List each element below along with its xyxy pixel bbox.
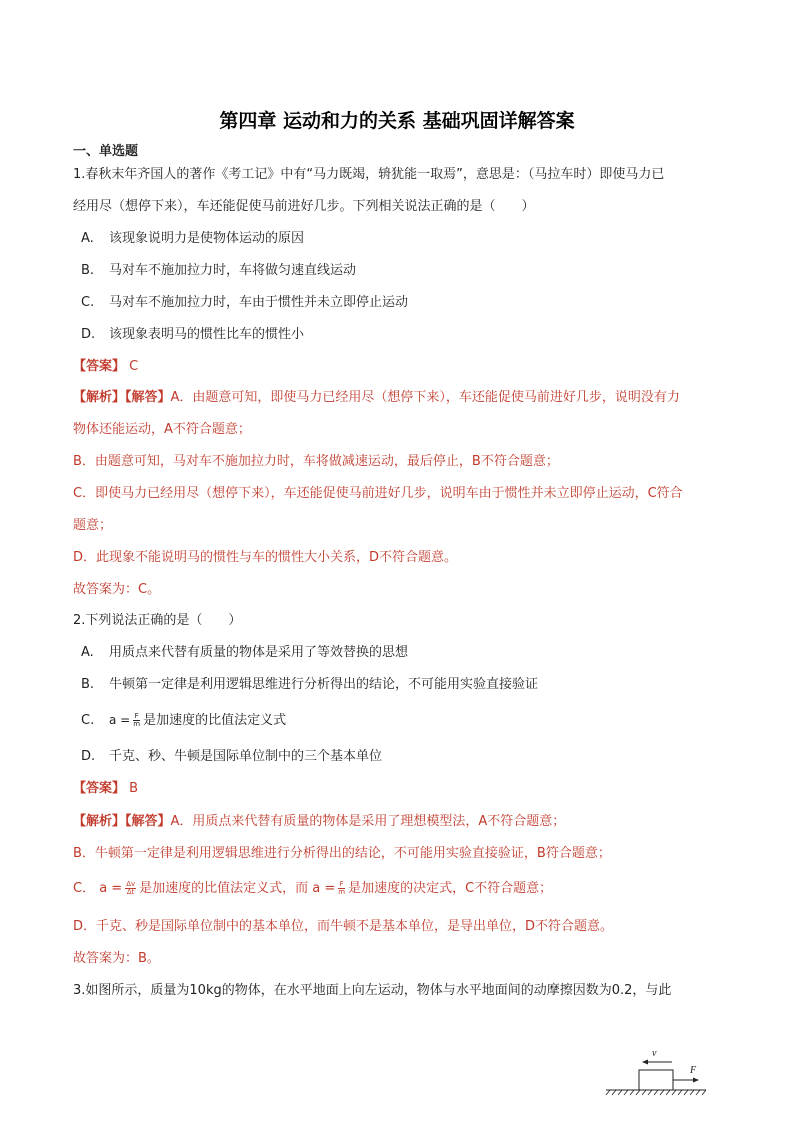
q1-analysis-d: D．此现象不能说明马的惯性与车的惯性大小关系，D不符合题意。 bbox=[73, 550, 458, 565]
analysis-text: A．由题意可知，即使马力已经用尽（想停下来），车还能促使马前进好几步，说明没有力 bbox=[170, 390, 680, 405]
option-tag: D. bbox=[81, 749, 96, 764]
analysis-label: 【解析】【解答】 bbox=[73, 814, 171, 829]
section-heading: 一、单选题 bbox=[73, 144, 139, 159]
option-tag: A. bbox=[81, 645, 94, 660]
q1-final-answer: 故答案为：C。 bbox=[73, 582, 161, 597]
q1-analysis-b: B．由题意可知，马对车不施加拉力时，车将做减速运动，最后停止，B不符合题意； bbox=[73, 454, 559, 469]
q1-analysis-c1: C．即使马力已经用尽（想停下来），车还能促使马前进好几步，说明车由于惯性并未立即停止运动，C符合 bbox=[73, 486, 683, 501]
fraction-numerator: F bbox=[134, 712, 139, 720]
option-tag: D. bbox=[81, 327, 96, 342]
option-text: 是加速度的比值法定义式 bbox=[143, 713, 287, 728]
option-text: 该现象表明马的惯性比车的惯性小 bbox=[109, 327, 305, 342]
fraction-denominator: Δt bbox=[126, 888, 135, 896]
q1-answer bbox=[73, 358, 138, 376]
fraction-denominator: m bbox=[133, 720, 141, 728]
q1-option-a bbox=[81, 230, 304, 248]
block-force-figure bbox=[602, 1042, 712, 1102]
q3-stem: 3.如图所示，质量为10kg的物体，在水平地面上向左运动，物体与水平地面间的动摩擦因数为0.2，与此 bbox=[73, 983, 672, 998]
analysis-c-post: 是加速度的决定式，C不符合题意； bbox=[348, 881, 553, 896]
q2-option-a bbox=[81, 644, 408, 662]
q2-analysis-c bbox=[73, 880, 552, 898]
answer-value: B bbox=[129, 781, 139, 796]
option-tag: B. bbox=[81, 677, 95, 692]
analysis-text: A．用质点来代替有质量的物体是采用了理想模型法，A不符合题意； bbox=[170, 814, 566, 829]
formula-lhs: a = bbox=[109, 713, 131, 727]
ground-hatching bbox=[606, 1090, 706, 1095]
q2-analysis-d: D．千克、秒是国际单位制中的基本单位，而牛顿不是基本单位，是导出单位，D不符合题意。 bbox=[73, 919, 614, 934]
q1-option-c bbox=[81, 294, 408, 312]
q2-analysis-a bbox=[73, 813, 565, 831]
fraction-dv-over-dt bbox=[125, 881, 136, 896]
option-tag: C. bbox=[81, 295, 95, 310]
option-text: 马对车不施加拉力时，车将做匀速直线运动 bbox=[109, 263, 357, 278]
force-label: F bbox=[690, 1065, 697, 1076]
fraction-denominator: m bbox=[338, 888, 346, 896]
option-text: 牛顿第一定律是利用逻辑思维进行分析得出的结论，不可能用实验直接验证 bbox=[109, 677, 539, 692]
q2-stem: 2.下列说法正确的是（ ） bbox=[73, 613, 242, 628]
option-tag: A. bbox=[81, 231, 94, 246]
q2-option-b bbox=[81, 676, 538, 694]
answer-label: 【答案】 bbox=[73, 781, 126, 796]
q1-analysis-line2: 物体还能运动，A不符合题意； bbox=[73, 422, 251, 437]
option-tag: C. bbox=[81, 713, 95, 728]
fraction-f-over-m bbox=[133, 713, 140, 728]
q1-analysis-c2: 题意； bbox=[73, 518, 113, 533]
q1-stem-line2: 经用尽（想停下来），车还能促使马前进好几步。下列相关说法正确的是（ ） bbox=[73, 199, 535, 214]
q2-option-d bbox=[81, 748, 382, 766]
q2-final-answer: 故答案为：B。 bbox=[73, 951, 160, 966]
q1-stem-line1: 1.春秋末年齐国人的著作《考工记》中有“马力既竭，辀犹能一取焉”，意思是：（马拉车时）即使马力已 bbox=[73, 167, 665, 182]
velocity-arrowhead bbox=[642, 1060, 648, 1065]
q2-analysis-b: B．牛顿第一定律是利用逻辑思维进行分析得出的结论，不可能用实验直接验证，B符合题意； bbox=[73, 846, 611, 861]
fraction-numerator: Δv bbox=[126, 880, 136, 888]
analysis-label: 【解析】【解答】 bbox=[73, 390, 171, 405]
q2-option-c bbox=[81, 711, 286, 730]
force-arrowhead bbox=[693, 1078, 699, 1083]
option-text: 该现象说明力是使物体运动的原因 bbox=[109, 231, 305, 246]
analysis-c-mid: 是加速度的比值法定义式，而 a = bbox=[139, 881, 336, 896]
answer-label: 【答案】 bbox=[73, 359, 126, 374]
q1-analysis-line1 bbox=[73, 389, 680, 407]
block bbox=[639, 1070, 673, 1090]
analysis-c-prefix: C． a = bbox=[73, 881, 123, 896]
velocity-label: v bbox=[652, 1048, 657, 1059]
option-text: 马对车不施加拉力时，车由于惯性并未立即停止运动 bbox=[109, 295, 409, 310]
fraction-f-over-m bbox=[338, 881, 345, 896]
fraction-numerator: F bbox=[339, 880, 344, 888]
option-text: 用质点来代替有质量的物体是采用了等效替换的思想 bbox=[109, 645, 409, 660]
document-title: 第四章 运动和力的关系 基础巩固详解答案 bbox=[219, 110, 575, 132]
answer-value: C bbox=[129, 359, 139, 374]
q1-option-d bbox=[81, 326, 304, 344]
q1-option-b bbox=[81, 262, 356, 280]
option-text: 千克、秒、牛顿是国际单位制中的三个基本单位 bbox=[109, 749, 383, 764]
option-tag: B. bbox=[81, 263, 95, 278]
q2-answer bbox=[73, 780, 138, 798]
